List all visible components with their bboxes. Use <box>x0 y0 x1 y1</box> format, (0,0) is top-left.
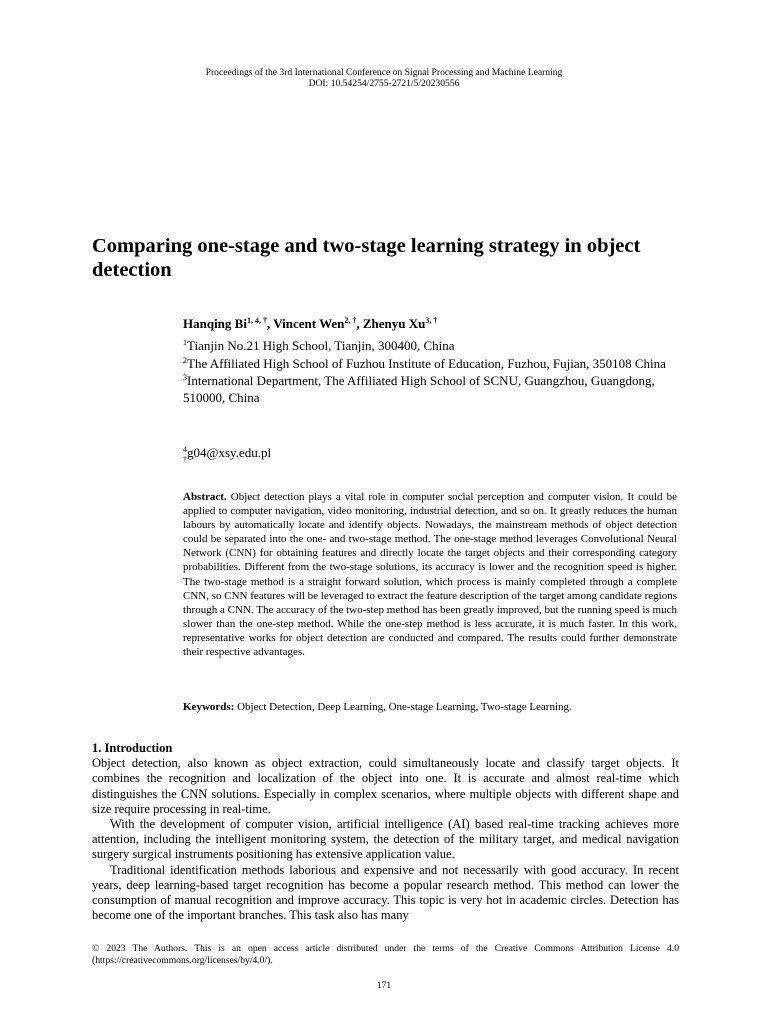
author-name: Hanqing Bi <box>183 316 247 331</box>
author-separator: , <box>266 316 274 331</box>
affiliation <box>183 373 683 406</box>
author-marks: 1, 4, † <box>246 316 267 325</box>
affiliation-mark: 3 <box>183 373 187 382</box>
equal-contribution-mark: † <box>183 455 187 464</box>
email-address[interactable]: g04@xsy.edu.pl <box>187 445 272 460</box>
paragraph: With the development of computer vision, artificial intelligence (AI) based real-time tracking achieves more attention, including the intelligent monitoring system, the detection of the military target, and medical navigation surgery surgical instruments positioning has extensive application value. <box>92 817 679 862</box>
page-number: 171 <box>376 980 392 991</box>
author-marks: 2, † <box>344 316 357 325</box>
paragraph: Object detection, also known as object extraction, could simultaneously locate and classify target objects. It combines the recognition and localization of the object into one. It is accurate and almost real-time which distinguishes the CNN solutions. Especially in complex scenarios, where multiple objects with different shape and size require processing in real-time. <box>92 756 679 816</box>
license-footer: © 2023 The Authors. This is an open access article distributed under the terms of the Creative Commons Attribution License 4.0 (https://creativecommons.org/licenses/by/4.0/). <box>92 943 679 966</box>
affiliation-text: Tianjin No.21 High School, Tianjin, 300400, China <box>187 338 455 353</box>
email-mark: 4 <box>183 445 187 454</box>
affiliation-mark: 2 <box>183 355 187 365</box>
keywords-text: Object Detection, Deep Learning, One-stage Learning, Two-stage Learning. <box>237 701 572 713</box>
keywords <box>183 700 677 714</box>
doi: DOI: 10.54254/2755-2721/5/20230556 <box>308 78 460 89</box>
contact-block <box>183 445 583 469</box>
section-heading: 1. Introduction <box>92 741 173 755</box>
affiliation-list <box>183 338 683 407</box>
paper-title: Comparing one-stage and two-stage learning strategy in object detection <box>92 235 641 281</box>
keywords-label: Keywords: <box>183 701 235 713</box>
email-line <box>183 445 583 460</box>
paragraph: Traditional identification methods laborious and expensive and not necessarily with good accuracy. In recent years, deep learning-based target recognition has become a popular research method. This method can lower the consumption of manual recognition and improve accuracy. This topic is very hot in academic circles. Detection has become one of the important branches. This task also has many <box>92 862 679 923</box>
author-name: Zhenyu Xu <box>362 316 426 331</box>
proceedings-title: Proceedings of the 3rd International Conference on Signal Processing and Machine Learning <box>205 67 563 78</box>
author-name: Vincent Wen <box>273 316 345 331</box>
author-marks: 3, † <box>425 316 438 325</box>
abstract <box>183 490 677 659</box>
affiliation-mark: 1 <box>183 338 187 347</box>
author-separator: , <box>356 316 363 331</box>
affiliation <box>183 338 683 355</box>
affiliation-text: The Affiliated High School of Fuzhou Institute of Education, Fuzhou, Fujian, 350108 China <box>187 355 666 371</box>
author-list <box>183 316 683 332</box>
abstract-label: Abstract. <box>183 491 227 503</box>
abstract-text: Object detection plays a vital role in computer social perception and computer vision. It could be applied to computer navigation, video monitoring, industrial detection, and so on. It greatly reduces the human labours by automatically locate and identify objects. Nowadays, the mainstream methods of object detection could be separated into the one- and two-stage method. The one-stage method leverages Convolutional Neural Network (CNN) for obtaining features and directly locate the target objects and their corresponding category probabilities. Different from the two-stage solutions, its accuracy is lower and the recognition speed is higher. The two-stage method is a straight forward solution, which process is mainly completed through a complete CNN, so CNN features will be leveraged to extract the feature description of the target among candidate regions through a CNN. The accuracy of the two-step method has been greatly improved, but the running speed is much slower than the one-step method. While the one-step method is less accurate, it is much faster. In this work, representative works for object detection are conducted and compared. The results could further demonstrate their respective advantages. <box>183 491 678 659</box>
affiliation-text: International Department, The Affiliated High School of SCNU, Guangzhou, Guangdong, 510000, China <box>183 373 655 405</box>
affiliation <box>183 356 683 373</box>
introduction-section <box>92 741 679 923</box>
proceedings-header <box>0 67 768 89</box>
